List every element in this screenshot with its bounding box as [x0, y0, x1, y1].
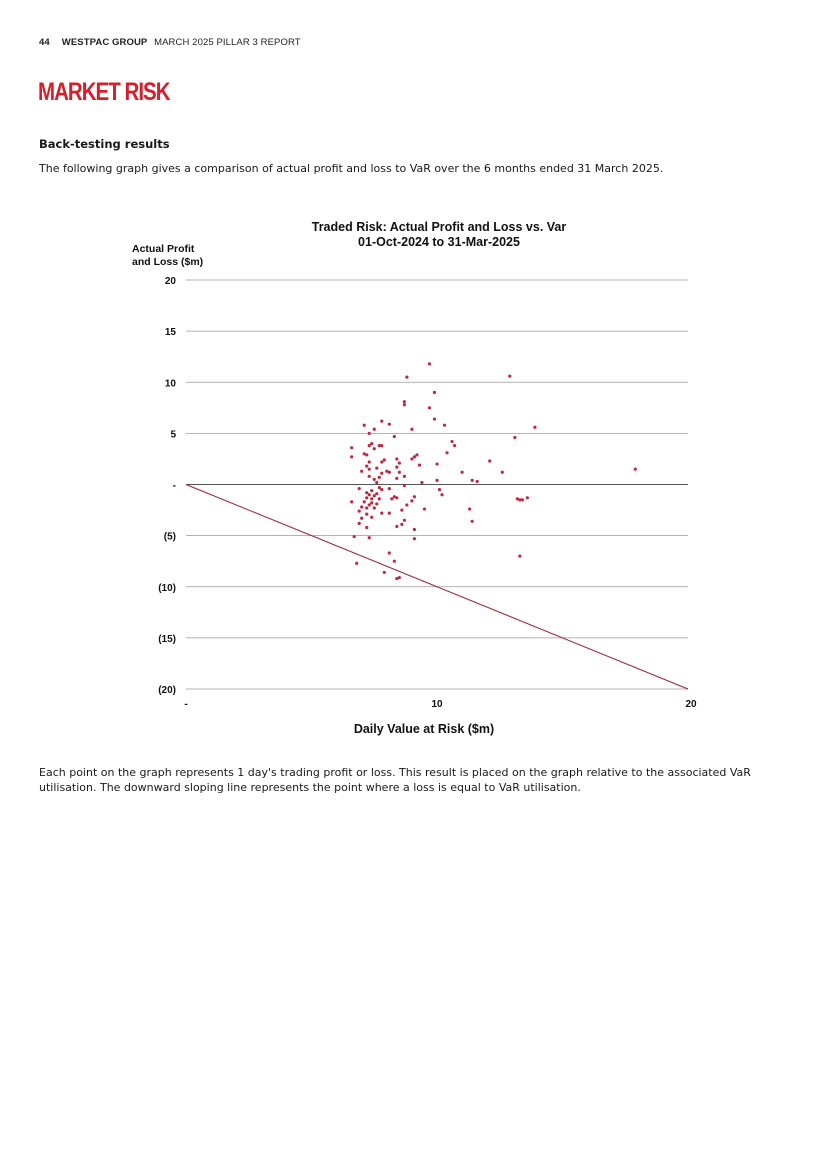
data-point — [365, 453, 368, 456]
data-point — [428, 406, 431, 409]
data-point — [471, 479, 474, 482]
data-point — [443, 424, 446, 427]
data-point — [476, 480, 479, 483]
data-point — [383, 571, 386, 574]
data-point — [433, 417, 436, 420]
y-tick-label: (20) — [158, 685, 176, 696]
data-point — [388, 512, 391, 515]
data-point — [413, 455, 416, 458]
data-point — [368, 444, 371, 447]
data-point — [378, 497, 381, 500]
data-point — [420, 481, 423, 484]
data-point — [398, 471, 401, 474]
y-axis-label-line1: Actual Profit — [132, 243, 195, 255]
organisation-name: WESTPAC GROUP — [61, 37, 148, 48]
data-point — [410, 499, 413, 502]
data-point — [365, 526, 368, 529]
data-point — [413, 495, 416, 498]
data-point — [395, 466, 398, 469]
x-tick-label: 20 — [685, 699, 697, 710]
data-point — [358, 509, 361, 512]
data-point — [368, 503, 371, 506]
data-point — [365, 513, 368, 516]
data-point — [413, 537, 416, 540]
data-point — [360, 517, 363, 520]
data-point — [378, 476, 381, 479]
data-point — [375, 492, 378, 495]
data-point — [445, 451, 448, 454]
data-point — [395, 496, 398, 499]
data-point — [380, 512, 383, 515]
data-point — [405, 376, 408, 379]
data-point — [360, 505, 363, 508]
data-point — [438, 488, 441, 491]
data-point — [395, 525, 398, 528]
data-point — [518, 554, 521, 557]
data-point — [415, 453, 418, 456]
data-point — [368, 460, 371, 463]
data-point — [433, 391, 436, 394]
data-point — [365, 506, 368, 509]
data-point — [393, 435, 396, 438]
data-point — [435, 479, 438, 482]
data-point — [373, 428, 376, 431]
data-point — [410, 428, 413, 431]
data-point — [395, 477, 398, 480]
data-point — [405, 503, 408, 506]
data-point — [370, 489, 373, 492]
data-point — [393, 560, 396, 563]
y-tick-label: (5) — [163, 531, 176, 543]
data-point — [375, 502, 378, 505]
data-point — [370, 516, 373, 519]
x-axis-label: Daily Value at Risk ($m) — [353, 722, 495, 736]
data-point — [403, 475, 406, 478]
data-point — [468, 507, 471, 510]
data-point — [370, 497, 373, 500]
data-point — [380, 460, 383, 463]
data-point — [390, 497, 393, 500]
data-point — [365, 496, 368, 499]
data-point — [370, 501, 373, 504]
data-point — [358, 487, 361, 490]
y-tick-label: - — [172, 480, 176, 492]
data-point — [413, 528, 416, 531]
data-point — [388, 551, 391, 554]
data-point — [513, 436, 516, 439]
y-axis-label-line2: and Loss ($m) — [132, 256, 204, 268]
data-point — [350, 446, 353, 449]
data-point — [634, 468, 637, 471]
data-point — [370, 442, 373, 445]
section-title: MARKET RISK — [38, 78, 170, 106]
data-point — [388, 471, 391, 474]
data-point — [395, 457, 398, 460]
data-point — [388, 423, 391, 426]
data-point — [365, 464, 368, 467]
data-point — [383, 458, 386, 461]
data-point — [398, 461, 401, 464]
data-point — [521, 498, 524, 501]
y-tick-label: 5 — [170, 429, 176, 441]
data-point — [526, 496, 529, 499]
data-point — [533, 426, 536, 429]
data-point — [501, 471, 504, 474]
data-point — [368, 475, 371, 478]
data-point — [368, 536, 371, 539]
chart-title: Traded Risk: Actual Profit and Loss vs. Var — [311, 220, 567, 234]
data-point — [350, 455, 353, 458]
data-point — [358, 522, 361, 525]
data-point — [378, 444, 381, 447]
data-point — [368, 432, 371, 435]
data-point — [453, 444, 456, 447]
data-point — [471, 520, 474, 523]
data-point — [350, 500, 353, 503]
data-point — [395, 577, 398, 580]
page-number: 44 — [39, 37, 50, 48]
data-point — [403, 519, 406, 522]
x-tick-label: 10 — [431, 699, 443, 710]
data-point — [368, 468, 371, 471]
y-tick-label: (15) — [158, 633, 176, 645]
data-point — [418, 463, 421, 466]
data-point — [440, 493, 443, 496]
data-point — [380, 420, 383, 423]
data-point — [423, 507, 426, 510]
data-point — [403, 400, 406, 403]
data-point — [373, 494, 376, 497]
chart-subtitle: 01-Oct-2024 to 31-Mar-2025 — [358, 235, 520, 249]
y-tick-label: 20 — [164, 276, 176, 287]
data-point — [450, 440, 453, 443]
y-tick-label: 15 — [164, 327, 176, 339]
data-point — [368, 493, 371, 496]
data-point — [353, 535, 356, 538]
data-point — [363, 424, 366, 427]
data-point — [373, 447, 376, 450]
data-point — [375, 467, 378, 470]
report-name: MARCH 2025 PILLAR 3 REPORT — [154, 37, 301, 48]
data-point — [410, 457, 413, 460]
data-point — [388, 487, 391, 490]
data-point — [400, 508, 403, 511]
data-point — [428, 362, 431, 365]
data-point — [400, 523, 403, 526]
data-point — [360, 470, 363, 473]
data-point — [355, 562, 358, 565]
data-point — [380, 472, 383, 475]
data-point — [403, 484, 406, 487]
data-point — [378, 486, 381, 489]
data-point — [488, 459, 491, 462]
data-point — [403, 403, 406, 406]
data-point — [373, 506, 376, 509]
sub-heading: Back-testing results — [39, 137, 170, 151]
data-point — [461, 471, 464, 474]
data-point — [380, 488, 383, 491]
data-point — [508, 375, 511, 378]
y-tick-label: 10 — [164, 378, 176, 390]
data-point — [375, 481, 378, 484]
data-point — [365, 491, 368, 494]
data-point — [363, 500, 366, 503]
x-tick-label: - — [184, 699, 188, 710]
data-point — [373, 478, 376, 481]
footnote-paragraph: Each point on the graph represents 1 day's trading profit or loss. This result is placed on the graph relative to the associated VaR utilisation. The downward sloping line represents the point where a loss is equal to VaR utilisation. — [39, 766, 751, 794]
intro-paragraph: The following graph gives a comparison of actual profit and loss to VaR over the 6 months ended 31 March 2025. — [39, 162, 664, 175]
y-tick-label: (10) — [158, 582, 176, 594]
data-point — [435, 462, 438, 465]
